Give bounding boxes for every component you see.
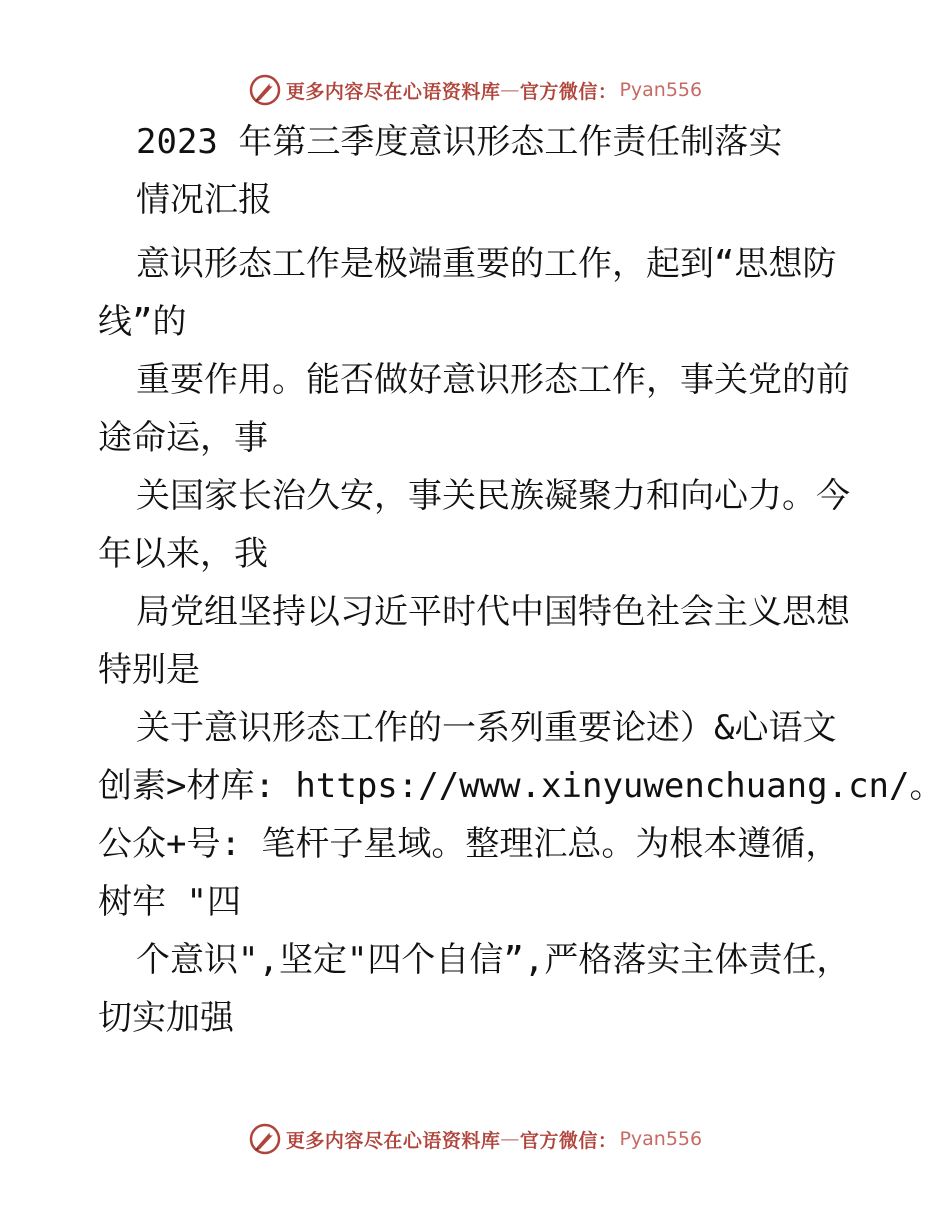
pen-logo-icon: [248, 1122, 282, 1156]
body-line: 切实加强: [98, 998, 234, 1038]
header-banner: [0, 70, 950, 110]
body-line: 公众+号: 笔杆子星域。整理汇总。为根本遵循，: [98, 824, 840, 864]
document-title-line-1: 2023 年第三季度意识形态工作责任制落实: [136, 122, 783, 162]
body-line: 年以来，我: [98, 534, 268, 574]
body-line: 重要作用。能否做好意识形态工作，事关党的前: [136, 360, 850, 400]
footer-wechat-label: 官方微信：: [519, 1129, 618, 1152]
pen-logo-icon: [248, 73, 282, 107]
header-wechat-label: 官方微信：: [519, 80, 618, 103]
header-brand-text: 更多内容尽在心语资料库: [285, 80, 501, 103]
body-line: 线”的: [98, 302, 187, 342]
header-wechat-id: Pyan556: [619, 79, 703, 101]
document-title-line-2: 情况汇报: [136, 180, 272, 220]
footer-wechat-id: Pyan556: [619, 1128, 703, 1150]
body-line: 特别是: [98, 650, 200, 690]
header-dash: —: [500, 79, 520, 101]
body-line: 关于意识形态工作的一系列重要论述）&心语文: [136, 708, 837, 748]
footer-banner: [0, 1119, 950, 1159]
body-line: 创素>材库: https://www.xinyuwenchuang.cn/。: [98, 766, 944, 806]
body-line: 关国家长治久安，事关民族凝聚力和向心力。今: [136, 476, 850, 516]
footer-dash: —: [500, 1128, 520, 1150]
body-line: 局党组坚持以习近平时代中国特色社会主义思想: [136, 592, 850, 632]
body-line: 树牢 "四: [98, 882, 241, 922]
body-line: 途命运，事: [98, 418, 268, 458]
footer-brand-text: 更多内容尽在心语资料库: [285, 1129, 501, 1152]
body-line: 个意识",坚定"四个自信”,严格落实主体责任，: [136, 940, 851, 980]
body-line: 意识形态工作是极端重要的工作，起到“思想防: [136, 244, 837, 284]
